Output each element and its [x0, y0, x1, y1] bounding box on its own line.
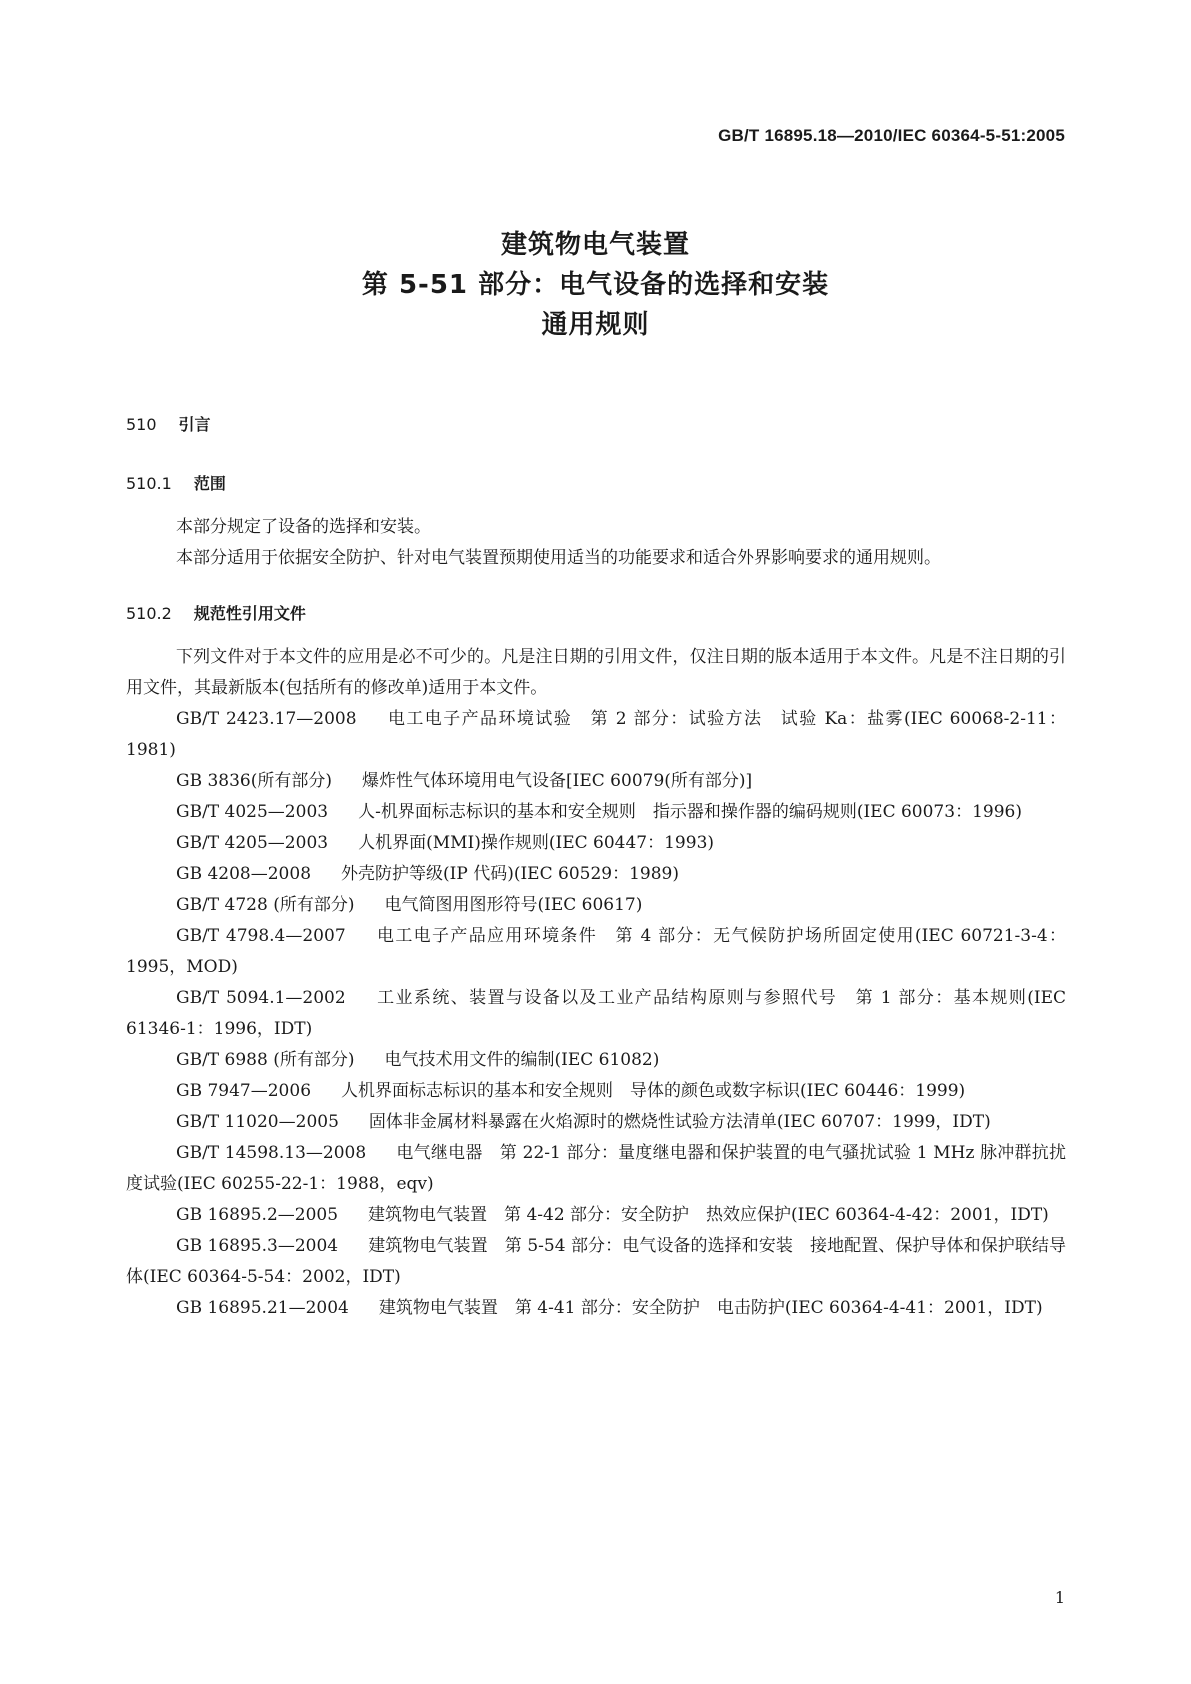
section-number: 510.2 [126, 604, 172, 623]
title-line-3: 通用规则 [541, 310, 650, 340]
reference-code: GB/T 4728 (所有部分) [176, 895, 355, 915]
reference-title: 电气简图用图形符号(IEC 60617) [384, 895, 643, 915]
reference-item [126, 704, 1066, 766]
reference-title: 建筑物电气装置 第 5-54 部分：电气设备的选择和安装 接地配置、保护导体和保护联结导体(IEC 60364-5-54：2002，IDT) [126, 1236, 1067, 1287]
reference-title: 电气继电器 第 22-1 部分：量度继电器和保护装置的电气骚扰试验 1 MHz 脉冲群抗扰度试验(IEC 60255-22-1：1988，eqv) [126, 1143, 1066, 1194]
reference-item [126, 1231, 1066, 1293]
reference-item [126, 797, 1066, 828]
reference-item [126, 1200, 1066, 1231]
reference-code: GB/T 2423.17—2008 [176, 709, 357, 729]
reference-code: GB/T 11020—2005 [176, 1112, 339, 1132]
section-title: 引言 [178, 415, 211, 434]
reference-title: 人机界面标志标识的基本和安全规则 导体的颜色或数字标识(IEC 60446：1999) [341, 1081, 966, 1101]
section-number: 510.1 [126, 474, 172, 493]
section-title: 规范性引用文件 [193, 604, 306, 623]
reference-item [126, 828, 1066, 859]
reference-title: 固体非金属材料暴露在火焰源时的燃烧性试验方法清单(IEC 60707：1999，IDT) [368, 1112, 991, 1132]
reference-item [126, 1076, 1066, 1107]
reference-title: 外壳防护等级(IP 代码)(IEC 60529：1989) [341, 864, 679, 884]
reference-item [126, 890, 1066, 921]
reference-item [126, 1138, 1066, 1200]
scope-text [126, 512, 1066, 574]
document-body [126, 412, 1066, 1324]
section-number: 510 [126, 415, 157, 434]
reference-code: GB 3836(所有部分) [176, 771, 333, 791]
paragraph: 本部分适用于依据安全防护、针对电气装置预期使用适当的功能要求和适合外界影响要求的通用规则。 [176, 548, 941, 568]
reference-code: GB/T 4798.4—2007 [176, 926, 346, 946]
reference-item [126, 859, 1066, 890]
reference-code: GB 4208—2008 [176, 864, 312, 884]
standard-code: GB/T 16895.18—2010/IEC 60364-5-51:2005 [718, 126, 1065, 145]
reference-item [126, 983, 1066, 1045]
page-number: 1 [1054, 1588, 1065, 1607]
reference-title: 电工电子产品应用环境条件 第 4 部分：无气候防护场所固定使用(IEC 60721-3-4：1995，MOD) [126, 926, 1066, 977]
references-intro: 下列文件对于本文件的应用是必不可少的。凡是注日期的引用文件，仅注日期的版本适用于本文件。凡是不注日期的引用文件，其最新版本(包括所有的修改单)适用于本文件。 [126, 647, 1066, 698]
reference-title: 爆炸性气体环境用电气设备[IEC 60079(所有部分)] [362, 771, 753, 791]
reference-item [126, 1293, 1066, 1324]
reference-item [126, 766, 1066, 797]
reference-item [126, 1045, 1066, 1076]
title-line-1: 建筑物电气装置 [500, 230, 690, 260]
reference-item [126, 1107, 1066, 1138]
reference-code: GB/T 4025—2003 [176, 802, 329, 822]
reference-item [126, 921, 1066, 983]
title-line-2: 第 5-51 部分：电气设备的选择和安装 [361, 270, 830, 300]
section-heading-510-2 [126, 601, 1066, 624]
reference-code: GB 16895.2—2005 [176, 1205, 339, 1225]
reference-title: 建筑物电气装置 第 4-41 部分：安全防护 电击防护(IEC 60364-4-41：2001，IDT) [378, 1298, 1043, 1318]
section-title: 范围 [193, 474, 226, 493]
reference-code: GB/T 6988 (所有部分) [176, 1050, 355, 1070]
section-heading-510 [126, 412, 1066, 435]
paragraph: 本部分规定了设备的选择和安装。 [176, 517, 431, 537]
document-title [0, 225, 1191, 345]
reference-code: GB 16895.3—2004 [176, 1236, 339, 1256]
reference-title: 人-机界面标志标识的基本和安全规则 指示器和操作器的编码规则(IEC 60073：1996) [358, 802, 1022, 822]
reference-title: 建筑物电气装置 第 4-42 部分：安全防护 热效应保护(IEC 60364-4-42：2001，IDT) [368, 1205, 1049, 1225]
reference-title: 人机界面(MMI)操作规则(IEC 60447：1993) [358, 833, 715, 853]
reference-code: GB/T 4205—2003 [176, 833, 329, 853]
reference-code: GB/T 5094.1—2002 [176, 988, 346, 1008]
reference-title: 电气技术用文件的编制(IEC 61082) [384, 1050, 660, 1070]
normative-references-list [126, 704, 1066, 1324]
reference-title: 工业系统、装置与设备以及工业产品结构原则与参照代号 第 1 部分：基本规则(IEC 61346-1：1996，IDT) [126, 988, 1066, 1039]
reference-code: GB 7947—2006 [176, 1081, 312, 1101]
reference-title: 电工电子产品环境试验 第 2 部分：试验方法 试验 Ka：盐雾(IEC 60068-2-11：1981) [126, 709, 1067, 760]
reference-code: GB/T 14598.13—2008 [176, 1143, 367, 1163]
reference-code: GB 16895.21—2004 [176, 1298, 349, 1318]
section-heading-510-1 [126, 471, 1066, 494]
